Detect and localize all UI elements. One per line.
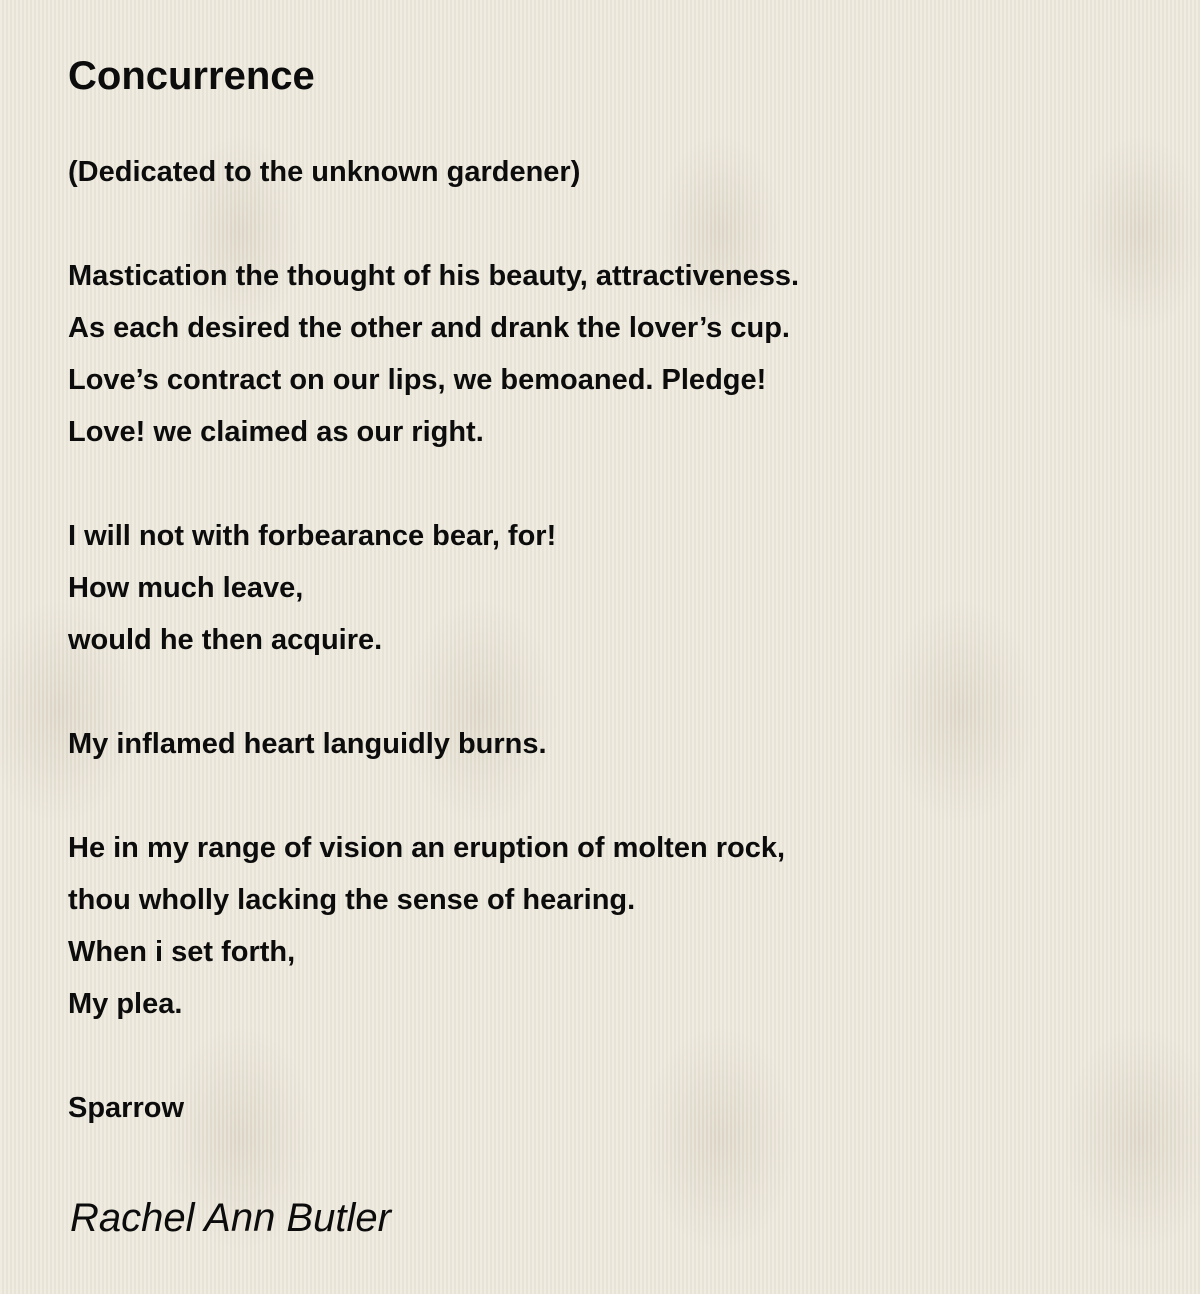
poem-body <box>68 146 1148 1134</box>
poem-line: As each desired the other and drank the lover’s cup. <box>68 312 790 344</box>
poem-line: would he then acquire. <box>68 624 383 656</box>
poem-line: Love! we claimed as our right. <box>68 416 484 448</box>
poem-stanza <box>68 822 1148 1030</box>
poem-dedication <box>68 146 1148 198</box>
poem-stanza <box>68 250 1148 458</box>
poem-line: Mastication the thought of his beauty, attractiveness. <box>68 260 800 292</box>
poem-title: Concurrence <box>68 54 315 98</box>
poem-page <box>68 50 1148 1186</box>
poem-line: When i set forth, <box>68 936 296 968</box>
poem-line: Love’s contract on our lips, we bemoaned. Pledge! <box>68 364 767 396</box>
poem-line: My inflamed heart languidly burns. <box>68 728 547 760</box>
poem-author: Rachel Ann Butler <box>70 1196 391 1240</box>
poem-line: I will not with forbearance bear, for! <box>68 520 557 552</box>
poem-line: thou wholly lacking the sense of hearing. <box>68 884 636 916</box>
poem-signoff <box>68 1082 1148 1134</box>
poem-line: My plea. <box>68 988 183 1020</box>
poem-signoff-line: Sparrow <box>68 1092 185 1124</box>
poem-stanza <box>68 718 1148 770</box>
poem-line: How much leave, <box>68 572 304 604</box>
poem-line: (Dedicated to the unknown gardener) <box>68 156 581 188</box>
poem-line: He in my range of vision an eruption of molten rock, <box>68 832 786 864</box>
poem-stanza <box>68 510 1148 666</box>
